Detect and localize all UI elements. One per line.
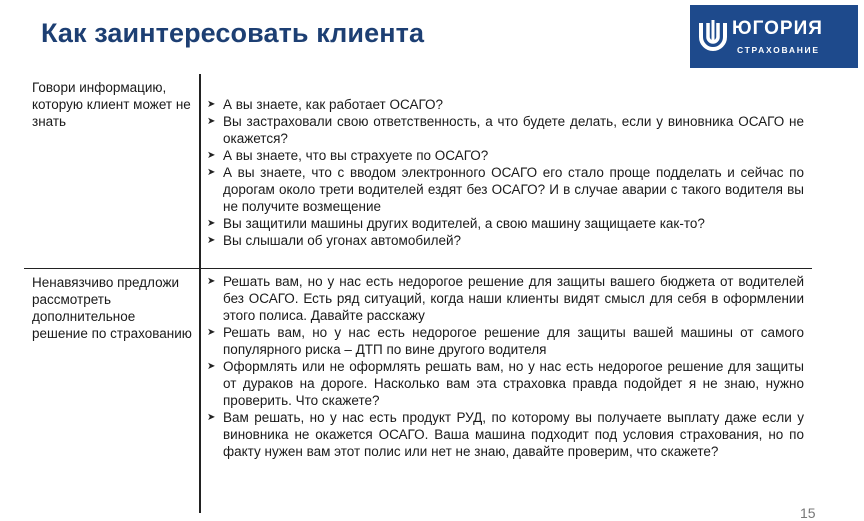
- list-item: ➤ А вы знаете, что с вводом электронного ОСАГО его стало проще подделать и сейчас по дорогам около трети водителей ездят без ОСАГО? И в случае аварии с такого водителя вы не получите возмещение: [207, 165, 804, 214]
- table-column-divider: [199, 74, 201, 513]
- arrow-bullet-icon: ➤: [207, 327, 216, 338]
- arrow-bullet-icon: ➤: [207, 116, 216, 127]
- arrow-bullet-icon: ➤: [207, 361, 216, 372]
- question-list: [206, 96, 804, 249]
- yugoria-logo-icon: [698, 17, 728, 53]
- list-item: ➤ Вы слышали об угонах автомобилей?: [207, 233, 462, 248]
- arrow-bullet-icon: ➤: [207, 218, 216, 229]
- company-logo: [690, 5, 858, 68]
- arrow-bullet-icon: ➤: [207, 276, 216, 287]
- offer-list: [206, 273, 804, 460]
- list-item: ➤ А вы знаете, как работает ОСАГО?: [207, 97, 444, 112]
- list-item: ➤ Решать вам, но у нас есть недорогое решение для защиты вашей машины от самого популярного риска – ДТП по вине другого водителя: [207, 325, 804, 357]
- arrow-bullet-icon: ➤: [207, 167, 216, 178]
- list-item: ➤ А вы знаете, что вы страхуете по ОСАГО?: [207, 148, 489, 163]
- arrow-bullet-icon: ➤: [207, 412, 216, 423]
- list-item: ➤ Вам решать, но у нас есть продукт РУД, по которому вы получаете выплату даже если у виновника не окажется ОСАГО. Ваша машина подходит под условия страхования, но по факту нужен вам этот полис или нет не знаю, давайте проверим, что скажете?: [207, 410, 804, 459]
- list-item: ➤ Решать вам, но у нас есть недорогое решение для защиты вашего бюджета от водителей без ОСАГО. Есть ряд ситуаций, когда наши клиенты видят смысл для себя в оформлении этого полиса. Давайте расскажу: [207, 274, 804, 323]
- logo-subtitle: СТРАХОВАНИЕ: [737, 45, 820, 55]
- row-label-offer: Ненавязчиво предложи рассмотреть дополнительное решение по страхованию: [32, 275, 192, 341]
- row-label-inform: Говори информацию, которую клиент может не знать: [32, 80, 191, 129]
- list-item: ➤ Оформлять или не оформлять решать вам, но у нас есть недорогое решение для защиты от дураков на дороге. Насколько вам эта страховка правда подойдет я не знаю, нужно проверить. Что скажете?: [207, 359, 804, 408]
- arrow-bullet-icon: ➤: [207, 99, 216, 110]
- arrow-bullet-icon: ➤: [207, 150, 216, 161]
- page-title: Как заинтересовать клиента: [41, 18, 425, 48]
- table-row-divider: [24, 268, 812, 269]
- list-item: ➤ Вы защитили машины других водителей, а свою машину защищаете как-то?: [207, 216, 705, 231]
- page-number: 15: [800, 505, 816, 521]
- list-item: ➤ Вы застраховали свою ответственность, а что будете делать, если у виновника ОСАГО не окажется?: [207, 114, 804, 146]
- arrow-bullet-icon: ➤: [207, 235, 216, 246]
- logo-name: ЮГОРИЯ: [732, 18, 823, 39]
